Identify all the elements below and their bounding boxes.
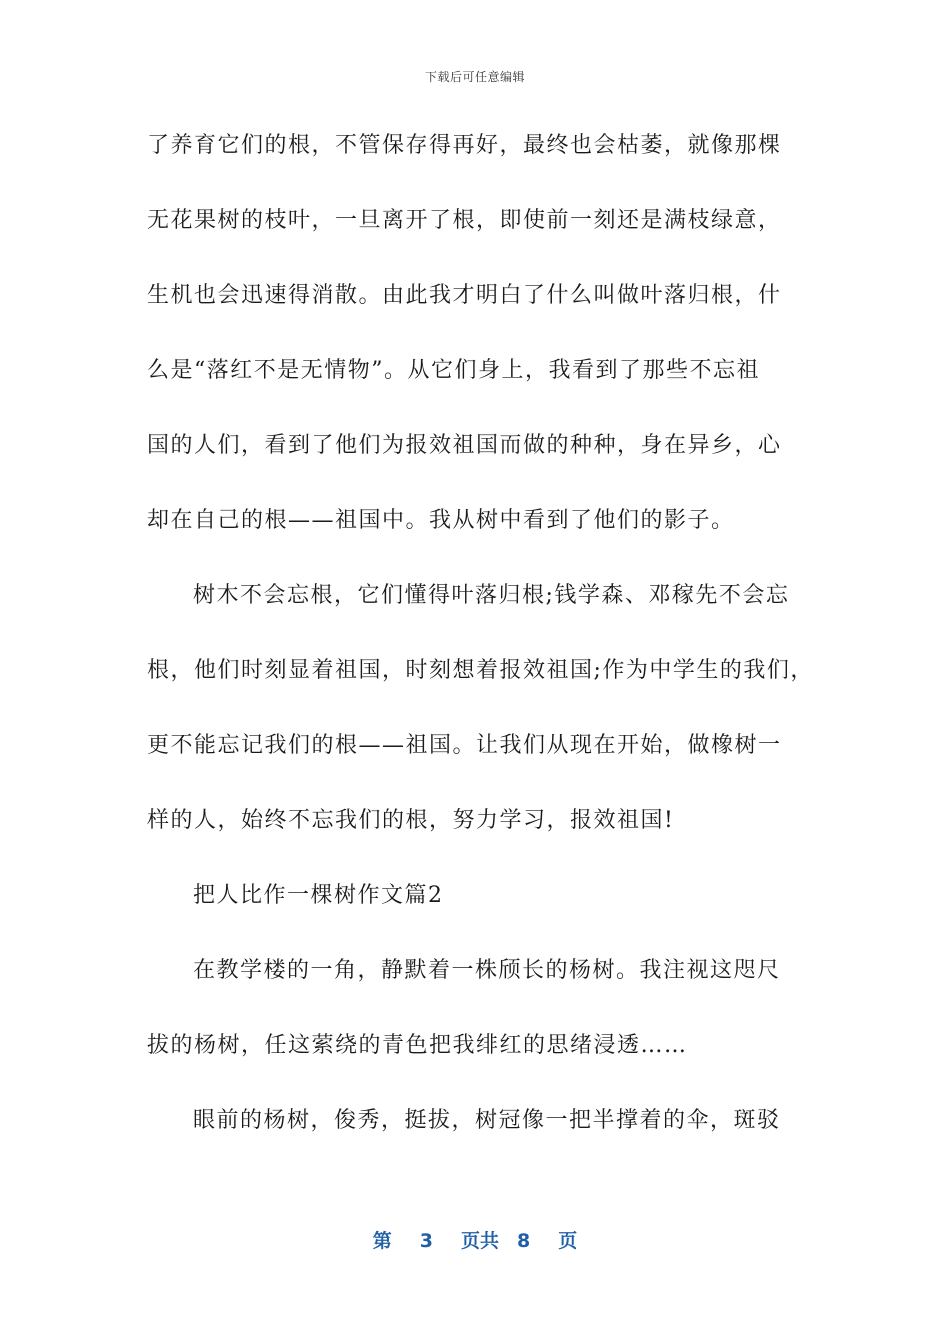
page-footer (0, 1226, 950, 1253)
text-line: 更不能忘记我们的根——祖国。让我们从现在开始，做橡树一 (147, 733, 782, 758)
text-line: 眼前的杨树，俊秀，挺拔，树冠像一把半撑着的伞，斑驳 (193, 1108, 781, 1133)
document-body (147, 128, 827, 1178)
footer-prefix: 第 (372, 1230, 392, 1252)
text-line: 了养育它们的根，不管保存得再好，最终也会枯萎，就像那棵 (147, 133, 782, 158)
current-page-number: 3 (419, 1230, 433, 1252)
text-line: 在教学楼的一角，静默着一株颀长的杨树。我注视这咫尺 (193, 958, 781, 983)
total-page-number: 8 (517, 1230, 531, 1252)
text-line: 国的人们，看到了他们为报效祖国而做的种种，身在异乡，心 (147, 433, 782, 458)
footer-middle: 页共 (460, 1230, 499, 1252)
section-heading: 把人比作一棵树作文篇2 (193, 883, 444, 908)
footer-suffix: 页 (558, 1230, 578, 1252)
text-line: 样的人，始终不忘我们的根，努力学习，报效祖国! (147, 808, 675, 833)
text-line: 么是“落红不是无情物”。从它们身上，我看到了那些不忘祖 (147, 358, 760, 383)
text-line: 树木不会忘根，它们懂得叶落归根;钱学森、邓稼先不会忘 (193, 583, 790, 608)
page-header: 下载后可任意编辑 (424, 70, 525, 84)
text-line: 生机也会迅速得消散。由此我才明白了什么叫做叶落归根，什 (147, 283, 782, 308)
text-line: 无花果树的枝叶，一旦离开了根，即使前一刻还是满枝绿意， (147, 208, 782, 233)
text-line: 拔的杨树，任这萦绕的青色把我绯红的思绪浸透…… (147, 1033, 688, 1058)
text-line: 却在自己的根——祖国中。我从树中看到了他们的影子。 (147, 508, 735, 533)
text-line: 根，他们时刻显着祖国，时刻想着报效祖国;作为中学生的我们， (147, 658, 814, 683)
